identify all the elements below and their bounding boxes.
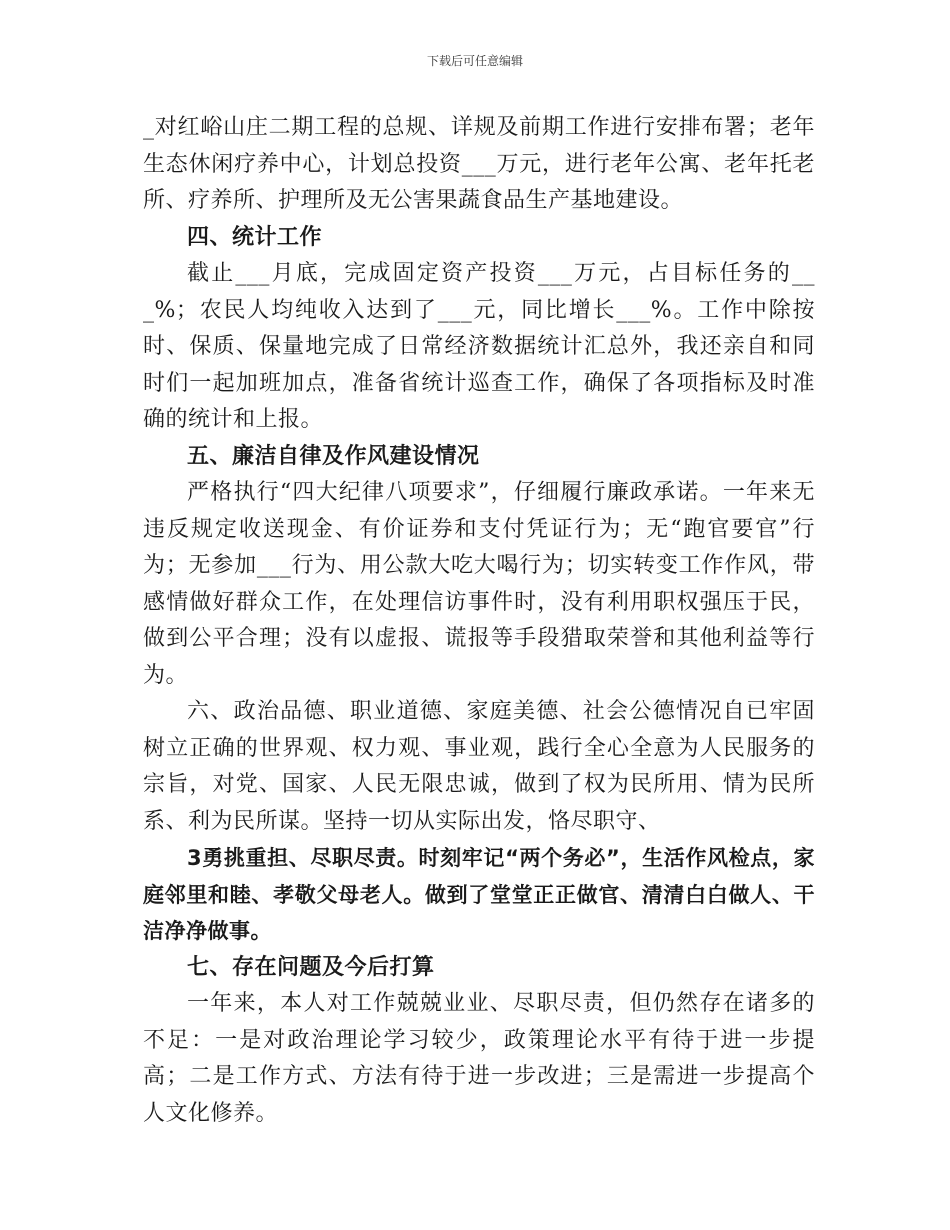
section-heading-problems: 七、存在问题及今后打算 bbox=[187, 954, 435, 980]
paragraph-project-plan: _对红峪山庄二期工程的总规、详规及前期工作进行安排布署；老年生态休闲疗养中心，计划总投资___万元，进行老年公寓、老年托老所、疗养所、护理所及无公害果蔬食品生产基地建设。 bbox=[143, 115, 815, 213]
paragraph-ethics: 六、政治品德、职业道德、家庭美德、社会公德情况自已牢固树立正确的世界观、权力观、事业观，践行全心全意为人民服务的宗旨，对党、国家、人民无限忠诚，做到了权为民所用、情为民所系、利为民所谋。坚持一切从实际出发，恪尽职守、 bbox=[143, 699, 815, 834]
paragraph-statistics: 截止___月底，完成固定资产投资___万元，占目标任务的___%；农民人均纯收入达到了___元，同比增长___%。工作中除按时、保质、保量地完成了日常经济数据统计汇总外，我还亲自和同时们一起加班加点，准备省统计巡查工作，确保了各项指标及时准确的统计和上报。 bbox=[143, 261, 815, 432]
paragraph-integrity: 严格执行“四大纪律八项要求”，仔细履行廉政承诺。一年来无违反规定收送现金、有价证券和支付凭证行为；无“跑官要官”行为；无参加___行为、用公款大吃大喝行为；切实转变工作作风，带感情做好群众工作，在处理信访事件时，没有利用职权强压于民，做到公平合理；没有以虚报、谎报等手段猎取荣誉和其他利益等行为。 bbox=[143, 480, 815, 688]
paragraph-problems: 一年来，本人对工作兢兢业业、尽职尽责，但仍然存在诸多的不足：一是对政治理论学习较少，政策理论水平有待于进一步提高；二是工作方式、方法有待于进一步改进；三是需进一步提高个人文化修养。 bbox=[143, 991, 815, 1126]
document-body bbox=[143, 110, 815, 1132]
paragraph-responsibility: 3勇挑重担、尽职尽责。时刻牢记“两个务必”，生活作风检点，家庭邻里和睦、孝敬父母老人。做到了堂堂正正做官、清清白白做人、干洁净净做事。 bbox=[143, 846, 815, 943]
section-heading-integrity: 五、廉洁自律及作风建设情况 bbox=[187, 443, 480, 469]
section-heading-statistics: 四、统计工作 bbox=[187, 224, 323, 250]
header-note: 下载后可任意编辑 bbox=[426, 54, 523, 68]
